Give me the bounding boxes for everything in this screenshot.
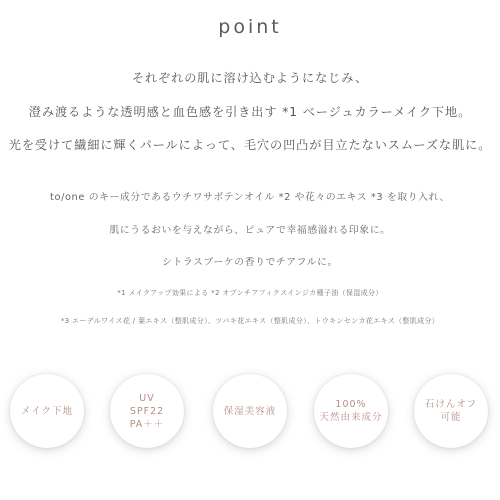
ingredient-line-2: 肌にうるおいを与えながら、ピュアで幸福感溢れる印象に。 [109, 225, 391, 236]
feature-badge-natural-origin [314, 374, 388, 448]
section-heading: point [218, 16, 282, 38]
feature-badge-label: UV SPF22 PA＋＋ [129, 392, 165, 430]
feature-badges [0, 374, 500, 474]
description-line-1: それぞれの肌に溶け込むようになじみ、 [131, 71, 369, 85]
ingredient-line-1: to/one のキー成分であるウチワサボテンオイル *2 や花々のエキス *3 を取り入れ、 [50, 192, 450, 203]
feature-badge-makeup-base [10, 374, 84, 448]
feature-badge-label: 保湿美容液 [223, 405, 277, 417]
fragrance-line: シトラスブーケの香りでチアフルに。 [162, 257, 338, 268]
feature-badge-uv [110, 374, 184, 448]
feature-badge-label: 石けんオフ 可能 [424, 399, 478, 423]
feature-badge-serum [213, 374, 287, 448]
description-line-3: 光を受けて繊細に輝くパールによって、毛穴の凹凸が目立たないスムーズな肌に。 [8, 138, 492, 152]
feature-badge-label: メイク下地 [20, 405, 74, 417]
footnote-line-1: *1 メイクアップ効果による *2 オプンチアフィクスインジカ種子油（保湿成分） [117, 289, 383, 297]
description-line-2: 澄み渡るような透明感と血色感を引き出す *1 ベージュカラーメイク下地。 [28, 105, 472, 119]
feature-badge-label: 100% 天然由来成分 [319, 399, 383, 423]
footnote-line-2: *3 エーデルワイス花 / 葉エキス（整肌成分）、ツバキ花エキス（整肌成分）、トウキンセンカ花エキス（整肌成分） [60, 317, 440, 325]
feature-badge-soap-removable [414, 374, 488, 448]
